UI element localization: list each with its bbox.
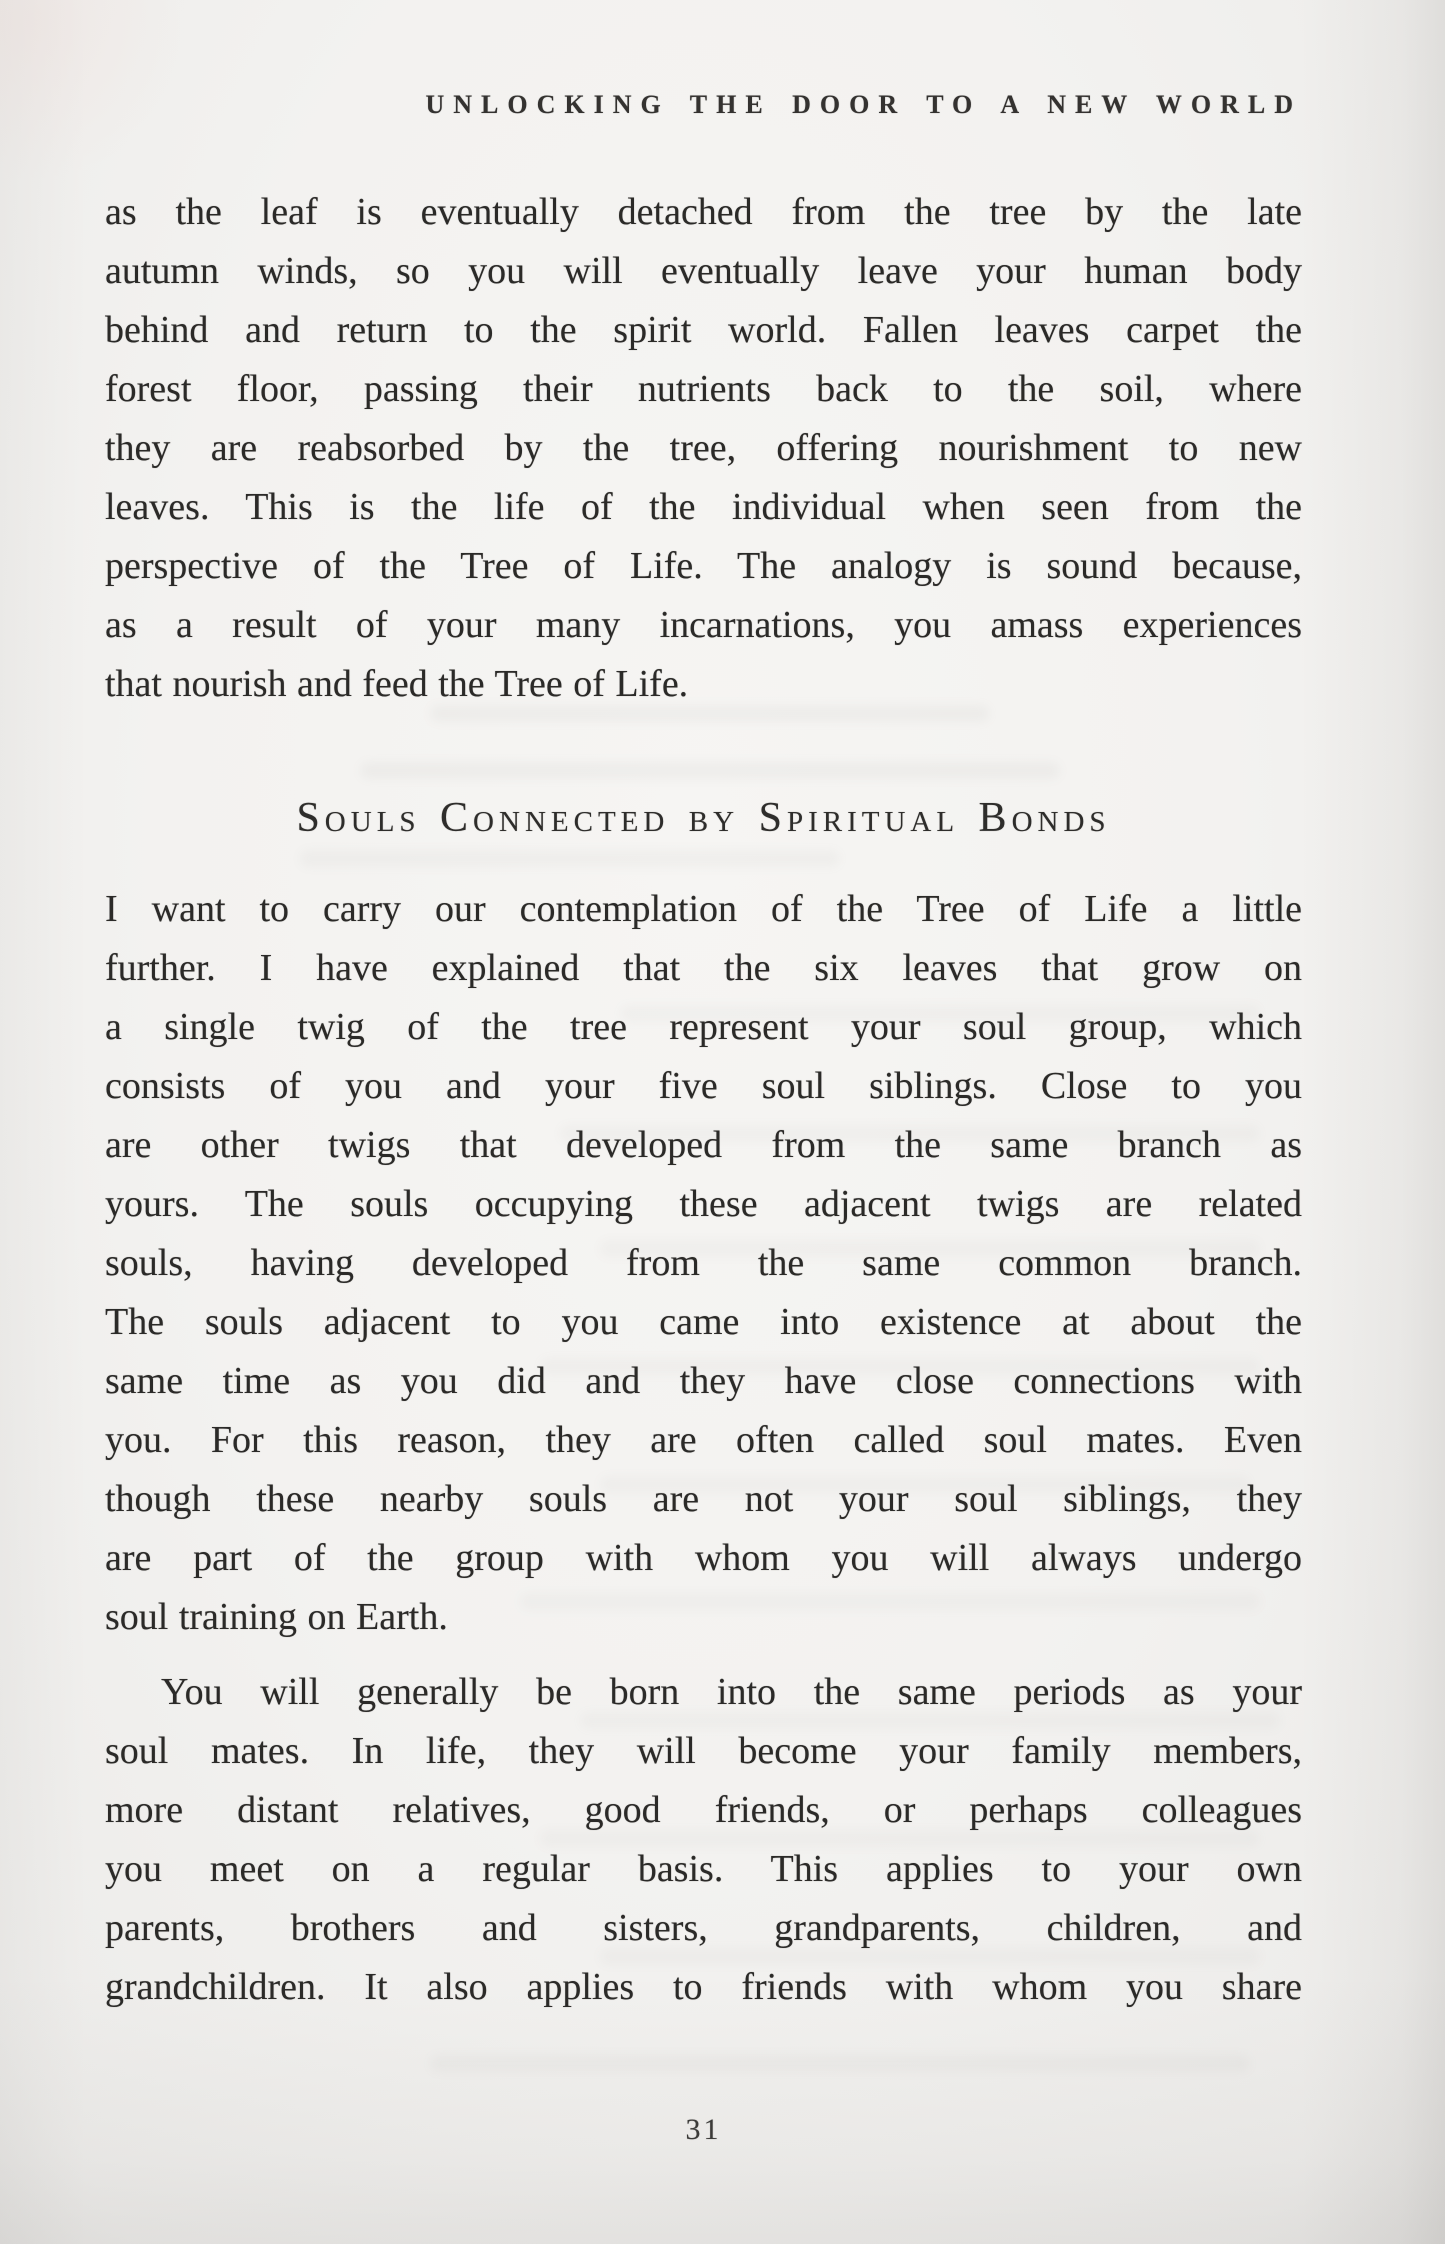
- paragraph: [105, 183, 1302, 714]
- text-line: souls, having developed from the same common branch.: [105, 1242, 1302, 1284]
- text-line: they are reabsorbed by the tree, offering nourishment to new: [105, 427, 1302, 469]
- text-line: more distant relatives, good friends, or perhaps colleagues: [105, 1789, 1302, 1831]
- text-line: consists of you and your five soul siblings. Close to you: [105, 1065, 1302, 1107]
- text-line: The souls adjacent to you came into existence at about the: [105, 1301, 1302, 1343]
- text-line: I want to carry our contemplation of the Tree of Life a little: [105, 888, 1302, 930]
- text-line: leaves. This is the life of the individual when seen from the: [105, 486, 1302, 528]
- text-line: are other twigs that developed from the same branch as: [105, 1124, 1302, 1166]
- paragraph: [105, 1663, 1302, 2017]
- text-line: parents, brothers and sisters, grandparents, children, and: [105, 1907, 1302, 1949]
- text-line: further. I have explained that the six leaves that grow on: [105, 947, 1302, 989]
- section-heading: Souls Connected by Spiritual Bonds: [296, 795, 1111, 841]
- text-line: forest floor, passing their nutrients back to the soil, where: [105, 368, 1302, 410]
- page-number: 31: [685, 2113, 722, 2146]
- text-line: autumn winds, so you will eventually leave your human body: [105, 250, 1302, 292]
- paragraph: [105, 880, 1302, 1647]
- text-line: are part of the group with whom you will always undergo: [105, 1537, 1302, 1579]
- page-body: [105, 183, 1302, 2017]
- text-line: yours. The souls occupying these adjacent twigs are related: [105, 1183, 1302, 1225]
- text-line: You will generally be born into the same periods as your: [161, 1671, 1302, 1713]
- text-line: same time as you did and they have close connections with: [105, 1360, 1302, 1402]
- text-line: grandchildren. It also applies to friends with whom you share: [105, 1966, 1302, 2008]
- text-line: as a result of your many incarnations, you amass experiences: [105, 604, 1302, 646]
- text-line: though these nearby souls are not your soul siblings, they: [105, 1478, 1302, 1520]
- text-line: you. For this reason, they are often called soul mates. Even: [105, 1419, 1302, 1461]
- text-line: behind and return to the spirit world. Fallen leaves carpet the: [105, 309, 1302, 351]
- bleedthrough-ghost-line: [430, 2055, 1250, 2072]
- text-line: soul mates. In life, they will become your family members,: [105, 1730, 1302, 1772]
- text-line: a single twig of the tree represent your soul group, which: [105, 1006, 1302, 1048]
- running-header: UNLOCKING THE DOOR TO A NEW WORLD: [425, 90, 1302, 119]
- text-line: as the leaf is eventually detached from the tree by the late: [105, 191, 1302, 233]
- text-line: perspective of the Tree of Life. The analogy is sound because,: [105, 545, 1302, 587]
- text-line: that nourish and feed the Tree of Life.: [105, 663, 689, 705]
- text-line: soul training on Earth.: [105, 1596, 448, 1638]
- text-line: you meet on a regular basis. This applies to your own: [105, 1848, 1302, 1890]
